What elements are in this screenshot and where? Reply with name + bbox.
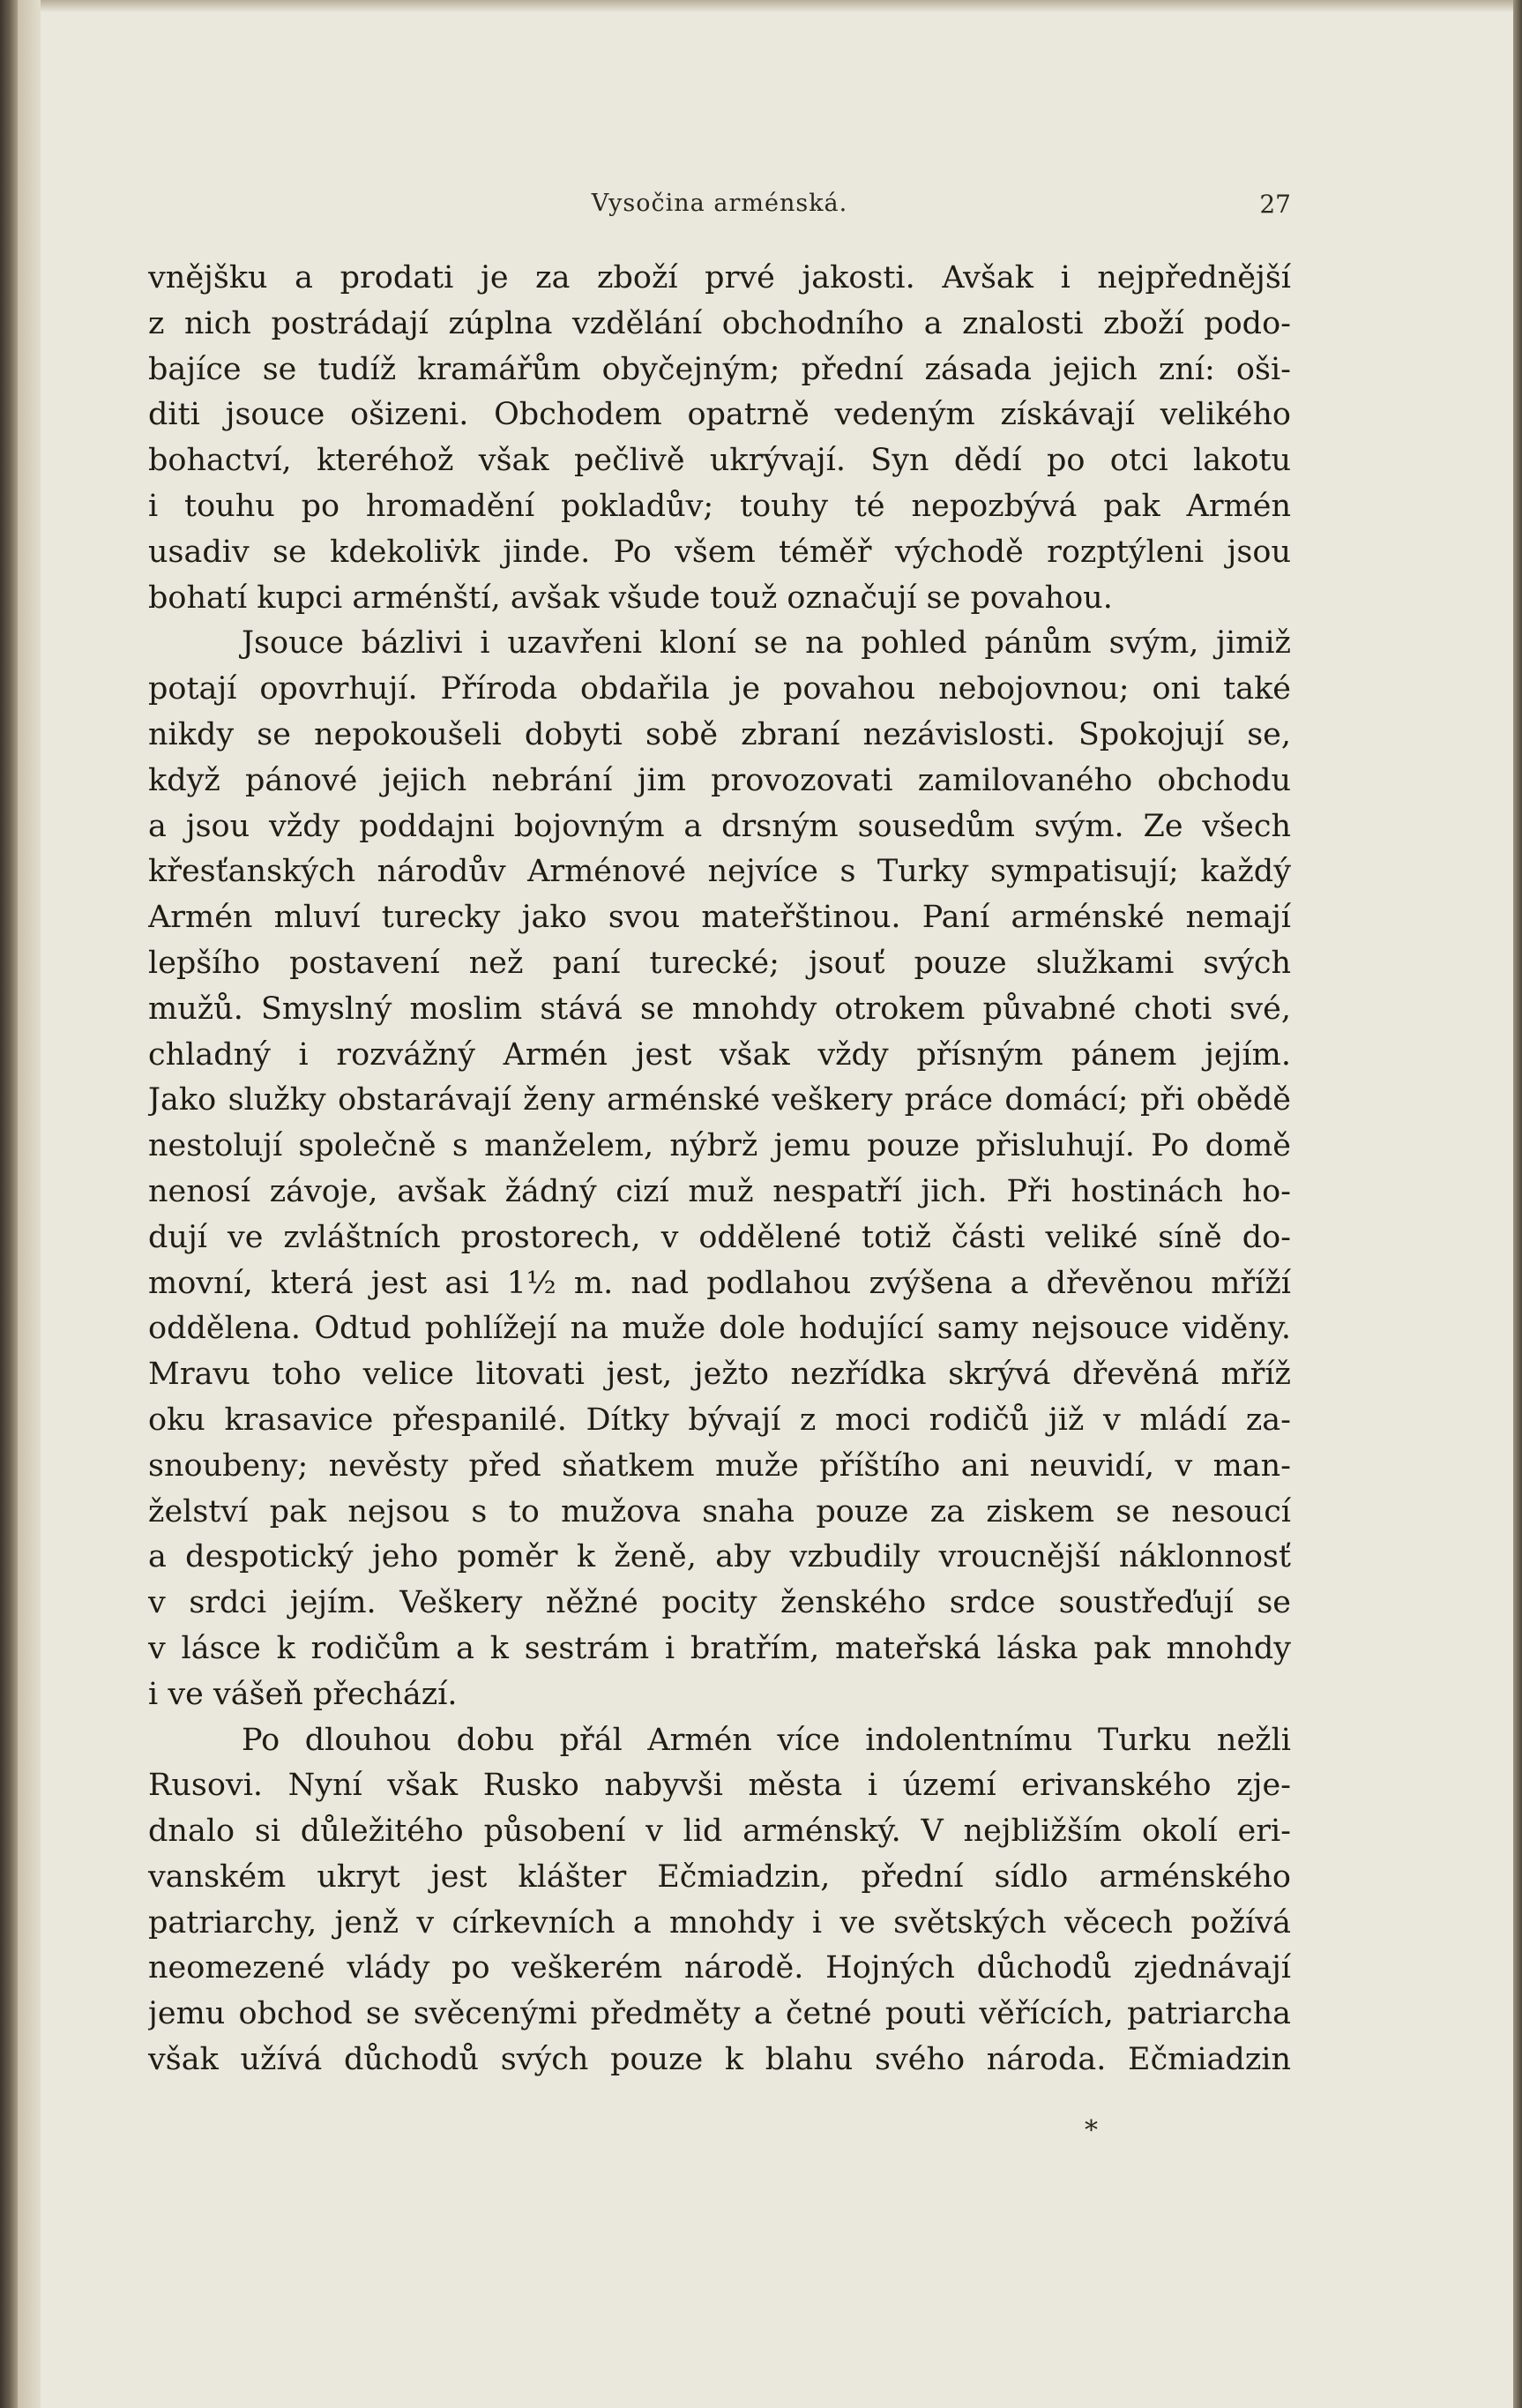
- running-title: Vysočina arménská.: [591, 190, 848, 217]
- text-line: když pánové jejich nebrání jim provozovati zamilovaného obchodu: [148, 762, 1291, 798]
- text-line: v srdci jejím. Veškery něžné pocity ženského srdce soustřeďují se: [148, 1585, 1291, 1621]
- text-line: však užívá důchodů svých pouze k blahu svého národa. Ečmiadzin: [148, 2042, 1291, 2078]
- page-number: 27: [1259, 190, 1291, 219]
- scan-top-shadow: [41, 0, 1513, 12]
- text-line: i ve vášeň přechází.: [148, 1676, 458, 1712]
- text-line: Rusovi. Nyní však Rusko nabyvši města i území erivanského zje-: [148, 1768, 1291, 1804]
- text-line: nestolují společně s manželem, nýbrž jemu pouze přisluhují. Po domě: [148, 1128, 1291, 1164]
- text-line: patriarchy, jenž v církevních a mnohdy i ve světských věcech požívá: [148, 1904, 1291, 1941]
- text-line: movní, která jest asi 1½ m. nad podlahou zvýšena a dřevěnou mříží: [148, 1265, 1291, 1301]
- text-line: vanském ukryt jest klášter Ečmiadzin, přední sídlo arménského: [148, 1858, 1291, 1895]
- text-line: želství pak nejsou s to mužova snaha pouze za ziskem se nesoucí: [148, 1493, 1291, 1529]
- text-line: z nich postrádají zúplna vzdělání obchodního a znalosti zboží podo-: [148, 305, 1291, 341]
- text-line: dují ve zvláštních prostorech, v oddělené totiž části veliké síně do-: [148, 1219, 1291, 1255]
- text-line: Mravu toho velice litovati jest, ježto nezřídka skrývá dřevěná mříž: [148, 1357, 1291, 1393]
- text-line: Po dlouhou dobu přál Armén více indolentnímu Turku nežli: [242, 1722, 1291, 1758]
- text-line: potají opovrhují. Příroda obdařila je povahou nebojovnou; oni také: [148, 671, 1291, 707]
- text-line: křesťanských národův Arménové nejvíce s Turky sympatisují; každý: [148, 854, 1291, 890]
- text-line: v lásce k rodičům a k sestrám i bratřím, mateřská láska pak mnohdy: [148, 1630, 1291, 1666]
- text-line: vnějšku a prodati je za zboží prvé jakosti. Avšak i nejpřednější: [148, 260, 1291, 295]
- text-line: snoubeny; nevěsty před sňatkem muže příštího ani neuvidí, v man-: [148, 1447, 1291, 1484]
- text-line: jemu obchod se svěcenými předměty a četné pouti věřících, patriarcha: [148, 1996, 1291, 2032]
- text-line: mužů. Smyslný moslim stává se mnohdy otrokem půvabné choti své,: [148, 991, 1291, 1027]
- text-line: bajíce se tudíž kramářům obyčejným; přední zásada jejich zní: oši-: [148, 351, 1291, 387]
- text-line: a jsou vždy poddajni bojovným a drsným sousedům svým. Ze všech: [148, 808, 1291, 844]
- body-text: [148, 256, 1291, 2083]
- text-line: Jako služky obstarávají ženy arménské veškery práce domácí; při obědě: [148, 1082, 1291, 1118]
- scan-right-edge: [1513, 0, 1522, 2408]
- text-line: Armén mluví turecky jako svou mateřštinou. Paní arménské nemají: [148, 900, 1291, 936]
- text-line: lepšího postavení než paní turecké; jsouť pouze služkami svých: [148, 945, 1291, 981]
- text-line: diti jsouce ošizeni. Obchodem opatrně vedeným získávají velikého: [148, 397, 1291, 433]
- text-line: bohatí kupci arménští, avšak všude touž označují se povahou.: [148, 580, 1113, 616]
- scan-page-edge: [18, 0, 41, 2408]
- running-header: [148, 190, 1291, 225]
- text-line: neomezené vlády po veškerém národě. Hojných důchodů zjednávají: [148, 1950, 1291, 1986]
- text-line: dnalo si důležitého působení v lid arménský. V nejbližším okolí eri-: [148, 1813, 1291, 1850]
- text-line: chladný i rozvážný Armén jest však vždy přísným pánem jejím.: [148, 1036, 1291, 1073]
- scan-binding-shadow: [0, 0, 18, 2408]
- text-line: oku krasavice přespanilé. Dítky bývají z moci rodičů již v mládí za-: [148, 1402, 1291, 1438]
- text-line: Jsouce bázlivi i uzavřeni kloní se na pohled pánům svým, jimiž: [242, 625, 1291, 662]
- text-line: bohactví, kteréhož však pečlivě ukrývají. Syn dědí po otci lakotu: [148, 443, 1291, 479]
- text-line: oddělena. Odtud pohlížejí na muže dole hodující samy nejsouce viděny.: [148, 1311, 1291, 1347]
- text-line: i touhu po hromadění pokladův; touhy té nepozbývá pak Armén: [148, 488, 1291, 524]
- text-line: nenosí závoje, avšak žádný cizí muž nespatří jich. Při hostinách ho-: [148, 1173, 1291, 1209]
- text-line: a despotický jeho poměr k ženě, aby vzbudily vroucnější náklonnosť: [148, 1539, 1291, 1575]
- signature-mark: *: [1085, 2115, 1098, 2146]
- text-line: nikdy se nepokoušeli dobyti sobě zbraní nezávislosti. Spokojují se,: [148, 716, 1291, 752]
- text-line: usadiv se kdekoliv̇k jinde. Po všem téměř východě rozptýleni jsou: [148, 534, 1291, 570]
